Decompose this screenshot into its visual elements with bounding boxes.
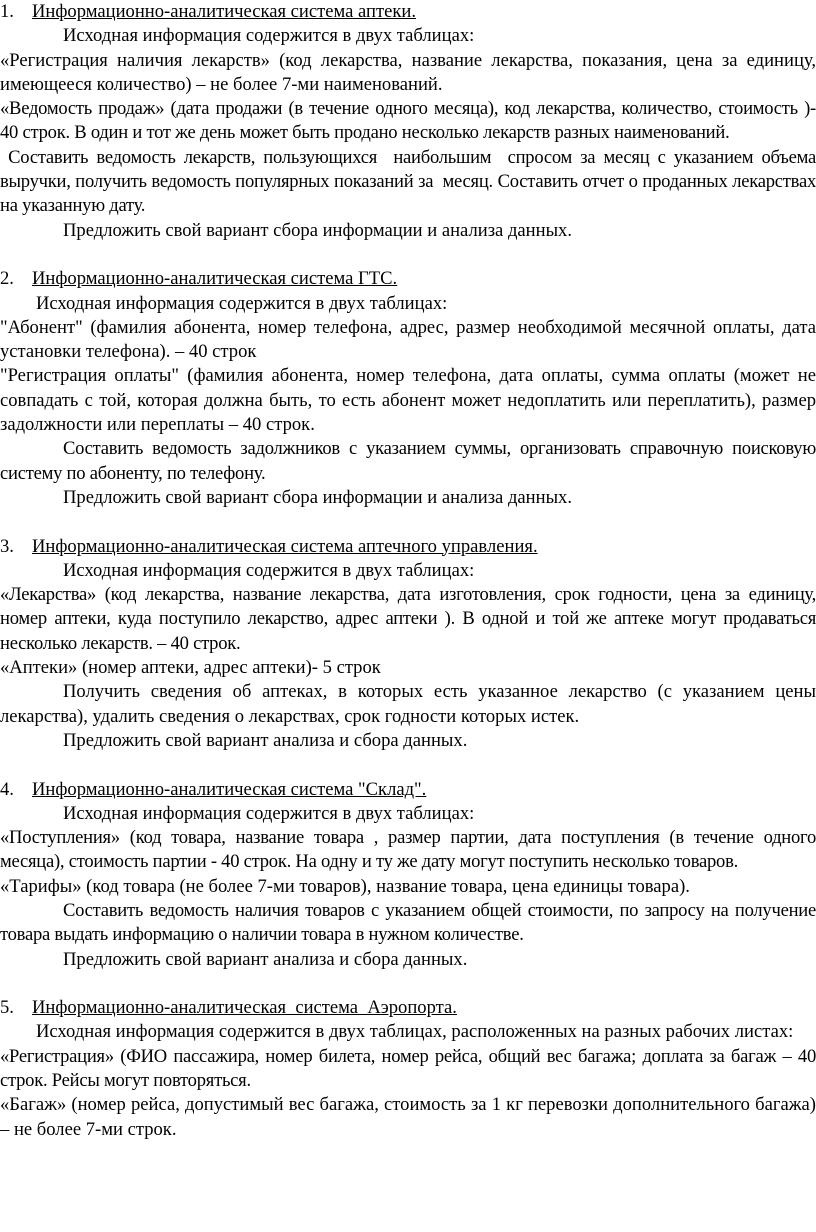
task-1-paragraph: Составить ведомость лекарств, пользующихся наибольшим спросом за месяц с указанием объема выручки, получить ведомость популярных показаний за месяц. Составить отчет о проданных лекарствах на указанную дату. — [0, 146, 816, 217]
spacer — [0, 243, 816, 267]
task-5-heading — [0, 996, 816, 1020]
task-4-paragraph: Составить ведомость наличия товаров с указанием общей стоимости, по запросу на получение товара выдать информацию о наличии товара в нужном количестве. — [0, 899, 816, 946]
task-3-paragraph: Получить сведения об аптеках, в которых есть указанное лекарство (с указанием цены лекарства), удалить сведения о лекарствах, срок годности которых истек. — [0, 681, 816, 727]
task-5-paragraph: «Регистрация» (ФИО пассажира, номер билета, номер рейса, общий вес багажа; доплата за багаж – 40 строк. Рейсы могут повторяться. — [0, 1045, 816, 1092]
task-4-paragraph: «Тарифы» (код товара (не более 7-ми товаров), название товара, цена единицы товара). — [0, 875, 690, 897]
task-3 — [0, 535, 816, 754]
task-2-paragraph: Исходная информация содержится в двух таблицах: — [36, 292, 448, 314]
spacer — [0, 753, 816, 777]
task-title: Информационно-аналитическая система аптеки. — [32, 1, 417, 22]
task-2-paragraph: "Абонент" (фамилия абонента, номер телефона, адрес, размер необходимой месячной оплаты, дата установки телефона). – 40 строк — [0, 316, 816, 363]
task-3-paragraph: Предложить свой вариант анализа и сбора данных. — [63, 729, 468, 751]
task-5-paragraph: «Багаж» (номер рейса, допустимый вес багажа, стоимость за 1 кг перевозки дополнительного багажа) – не более 7-ми строк. — [0, 1094, 816, 1140]
task-number: 5. — [0, 997, 14, 1019]
task-number: 1. — [0, 1, 14, 22]
task-3-heading — [0, 535, 816, 559]
task-1-paragraph: «Ведомость продаж» (дата продажи (в течение одного месяца), код лекарства, количество, стоимость )- 40 строк. В один и тот же день может быть продано несколько лекарств разных наименований. — [0, 98, 816, 144]
task-2-paragraph: "Регистрация оплаты" (фамилия абонента, номер телефона, дата оплаты, сумма оплаты (может не совпадать с той, которая должна быть, то есть абонент может недоплатить или переплатить), размер задолжности или переплаты – 40 строк. — [0, 365, 816, 436]
task-title: Информационно-аналитическая система аптечного управления. — [32, 535, 538, 557]
spacer — [0, 510, 816, 534]
task-1 — [0, 0, 816, 243]
task-1-paragraph: «Регистрация наличия лекарств» (код лекарства, название лекарства, показания, цена за единицу, имеющееся количество) – не более 7-ми наименований. — [0, 49, 816, 95]
task-4 — [0, 778, 816, 972]
task-number: 4. — [0, 778, 14, 800]
task-number: 2. — [0, 268, 14, 290]
task-5-paragraph: Исходная информация содержится в двух таблицах, расположенных на разных рабочих листах: — [36, 1021, 794, 1043]
task-4-paragraph: Исходная информация содержится в двух таблицах: — [63, 802, 475, 824]
task-3-paragraph: «Аптеки» (номер аптеки, адрес аптеки)- 5 строк — [0, 657, 381, 679]
task-title: Информационно-аналитическая система "Склад". — [32, 778, 427, 800]
task-title: Информационно-аналитическая система ГТС. — [32, 268, 398, 290]
task-2-heading — [0, 267, 816, 291]
task-5 — [0, 996, 816, 1142]
task-4-paragraph: Предложить свой вариант анализа и сбора данных. — [63, 948, 468, 970]
task-3-paragraph: «Лекарства» (код лекарства, название лекарства, дата изготовления, срок годности, цена за единицу, номер аптеки, куда поступило лекарство, адрес аптеки ). В одной и той же аптеке могут продаваться несколько лекарств. – 40 строк. — [0, 584, 816, 654]
spacer — [0, 972, 816, 996]
task-3-paragraph: Исходная информация содержится в двух таблицах: — [63, 559, 475, 581]
task-1-paragraph: Предложить свой вариант сбора информации и анализа данных. — [63, 219, 573, 241]
task-2 — [0, 267, 816, 510]
task-4-paragraph: «Поступления» (код товара, название товара , размер партии, дата поступления (в течение одного месяца), стоимость партии - 40 строк. На одну и ту же дату могут поступить несколько товаров. — [0, 827, 816, 873]
task-number: 3. — [0, 535, 14, 557]
task-1-paragraph: Исходная информация содержится в двух таблицах: — [63, 25, 475, 47]
task-title: Информационно-аналитическая система Аэропорта. — [32, 997, 457, 1019]
task-1-heading — [0, 0, 816, 24]
task-2-paragraph: Составить ведомость задолжников с указанием суммы, организовать справочную поисковую систему по абоненту, по телефону. — [0, 438, 816, 484]
task-4-heading — [0, 778, 816, 802]
task-2-paragraph: Предложить свой вариант сбора информации и анализа данных. — [63, 486, 573, 508]
